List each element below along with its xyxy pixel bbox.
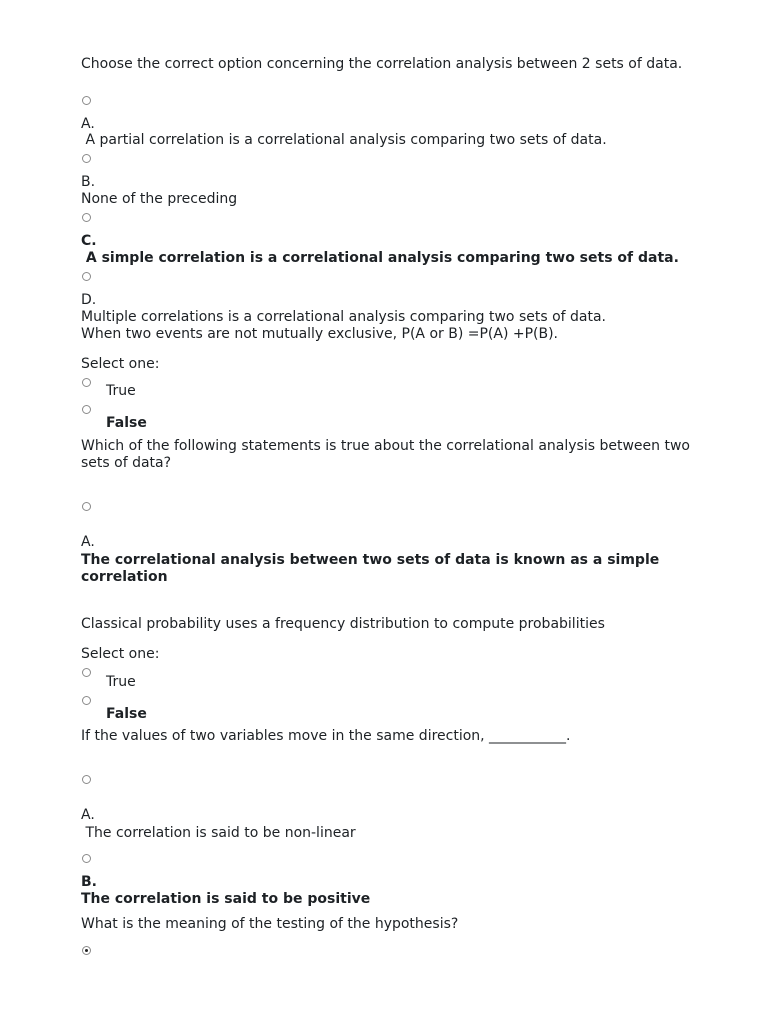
q2-text: When two events are not mutually exclusive, P(A or B) =P(A) +P(B). [81, 326, 559, 342]
q4-true-label: True [106, 674, 136, 690]
q4-true-radio[interactable] [82, 668, 91, 677]
q2-true-label: True [106, 383, 136, 399]
q5-option-b-text: The correlation is said to be positive [81, 891, 371, 907]
q5-option-a-text: The correlation is said to be non-linear [81, 825, 356, 841]
q4-false-radio[interactable] [82, 696, 91, 705]
q5-text: If the values of two variables move in the same direction, ___________. [81, 728, 571, 744]
q1-option-c-radio[interactable] [82, 213, 91, 222]
q1-option-a-text: A partial correlation is a correlational analysis comparing two sets of data. [81, 132, 607, 148]
q6-text: What is the meaning of the testing of the hypothesis? [81, 916, 459, 932]
q4-select-label: Select one: [81, 646, 160, 662]
q1-option-d-radio[interactable] [82, 272, 91, 281]
q5-option-b-letter: B. [81, 874, 97, 890]
q1-option-c-text: A simple correlation is a correlational analysis comparing two sets of data. [81, 250, 679, 266]
q2-true-radio[interactable] [82, 378, 91, 387]
q1-option-d-letter: D. [81, 292, 97, 308]
q1-option-d-text: Multiple correlations is a correlational analysis comparing two sets of data. [81, 309, 607, 325]
q1-option-b-text: None of the preceding [81, 191, 238, 207]
q5-option-a-radio[interactable] [82, 775, 91, 784]
q1-option-a-radio[interactable] [82, 96, 91, 105]
q2-false-label: False [106, 415, 147, 431]
q6-option-radio-selected[interactable] [82, 946, 91, 955]
q3-text: Which of the following statements is true about the correlational analysis between two sets of data? [81, 438, 690, 471]
q1-option-c-letter: C. [81, 233, 97, 249]
q3-option-a-radio[interactable] [82, 502, 91, 511]
q5-option-b-radio[interactable] [82, 854, 91, 863]
q4-false-label: False [106, 706, 147, 722]
q1-option-b-letter: B. [81, 174, 96, 190]
q1-text: Choose the correct option concerning the correlation analysis between 2 sets of data. [81, 56, 683, 72]
q1-option-b-radio[interactable] [82, 154, 91, 163]
q5-option-a-letter: A. [81, 807, 95, 823]
q2-false-radio[interactable] [82, 405, 91, 414]
q3-option-a-letter: A. [81, 534, 95, 550]
q1-option-a-letter: A. [81, 116, 95, 132]
q4-text: Classical probability uses a frequency distribution to compute probabilities [81, 616, 605, 632]
q3-option-a-text: The correlational analysis between two sets of data is known as a simple correlation [81, 552, 660, 585]
q2-select-label: Select one: [81, 356, 160, 372]
